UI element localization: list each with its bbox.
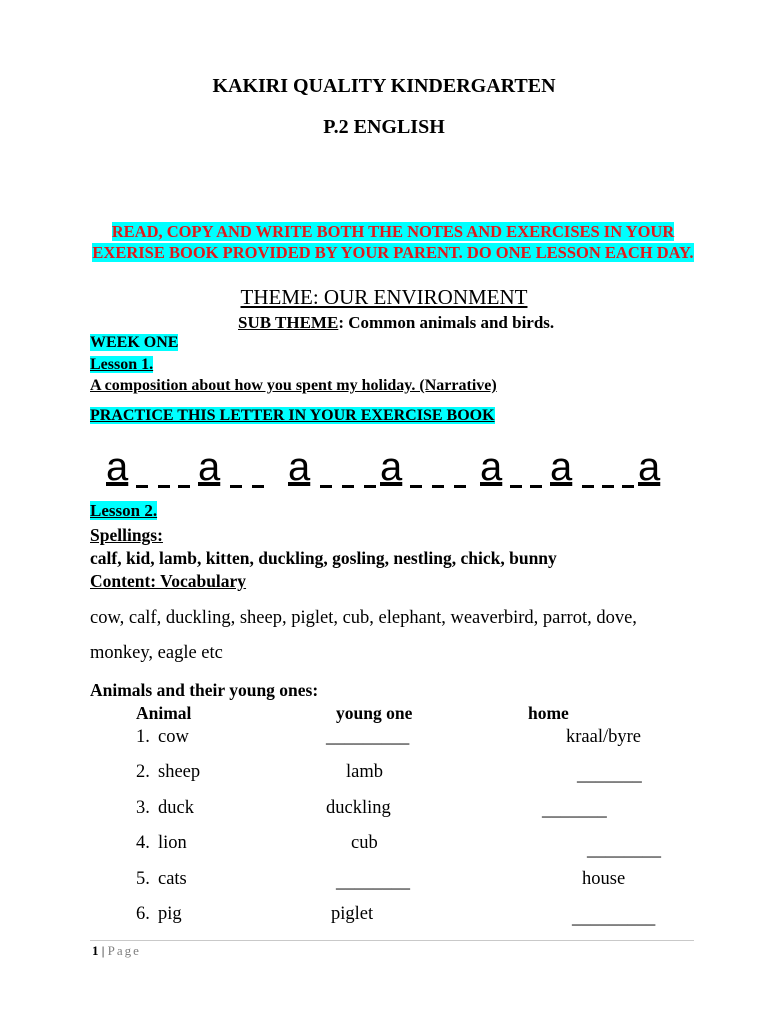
row-home: kraal/byre (566, 727, 641, 747)
page-number: 1 (92, 943, 99, 958)
theme-heading (0, 285, 768, 310)
practice-letter: a (106, 445, 129, 489)
practice-dash (510, 485, 522, 488)
practice-dash (602, 485, 614, 488)
practice-dash (582, 485, 594, 488)
practice-dash (410, 485, 422, 488)
practice-dash (364, 485, 376, 488)
subject-title: P.2 ENGLISH (323, 116, 445, 138)
week-heading (90, 334, 178, 352)
content-label: Content: Vocabulary (90, 571, 247, 591)
row-home: _________ (572, 908, 656, 928)
practice-letter: a (550, 445, 573, 489)
row-home: _______ (577, 765, 642, 785)
row-animal: duck (158, 798, 194, 818)
vocabulary-line-1: cow, calf, duckling, sheep, piglet, cub, elephant, weaverbird, parrot, dove, (90, 608, 637, 628)
row-animal: sheep (158, 762, 201, 782)
practice-dash (178, 485, 190, 488)
week-label: WEEK ONE (90, 334, 179, 351)
row-number: 4. (136, 833, 150, 853)
column-header-animal: Animal (136, 703, 192, 723)
row-number: 2. (136, 762, 150, 782)
practice-dash (530, 485, 542, 488)
practice-letter: a (480, 445, 503, 489)
row-number: 6. (136, 904, 150, 924)
practice-dash (432, 485, 444, 488)
footer-separator: | (98, 943, 108, 958)
row-home: ________ (587, 840, 661, 860)
vocabulary-line-2: monkey, eagle etc (90, 643, 223, 663)
practice-dash (454, 485, 466, 488)
column-header-home: home (528, 703, 569, 723)
page-word: Page (107, 943, 141, 958)
instruction-text (88, 221, 698, 263)
school-title: KAKIRI QUALITY KINDERGARTEN (212, 75, 556, 97)
sub-theme-value: : Common animals and birds. (338, 313, 555, 332)
row-number: 1. (136, 727, 150, 747)
practice-heading (90, 407, 495, 425)
lesson1-topic: A composition about how you spent my holiday. (Narrative) (90, 377, 497, 394)
page-footer (92, 943, 141, 959)
row-young-one: ________ (336, 872, 410, 892)
row-young-one: duckling (326, 798, 391, 818)
practice-dash (342, 485, 354, 488)
theme-label: THEME: OUR ENVIRONMENT (240, 285, 528, 309)
practice-letter: a (638, 445, 661, 489)
table-heading: Animals and their young ones: (90, 680, 319, 700)
row-young-one: cub (351, 833, 378, 853)
lesson1-title: Lesson 1. (90, 356, 154, 373)
row-young-one: _________ (326, 727, 410, 747)
sub-theme-label: SUB THEME (238, 313, 339, 332)
row-young-one: lamb (346, 762, 383, 782)
letter-practice-row (106, 446, 666, 492)
spellings-label: Spellings: (90, 525, 163, 545)
practice-instruction: PRACTICE THIS LETTER IN YOUR EXERCISE BOOK (90, 407, 495, 424)
row-number: 5. (136, 869, 150, 889)
lesson2-heading (90, 501, 157, 521)
practice-letter: a (198, 445, 221, 489)
row-home: _______ (542, 800, 607, 820)
practice-dash (230, 485, 242, 488)
row-animal: pig (158, 904, 182, 924)
row-animal: cats (158, 869, 187, 889)
sub-theme (238, 313, 554, 333)
column-header-young-one: young one (336, 703, 413, 723)
practice-letter: a (288, 445, 311, 489)
row-animal: cow (158, 727, 189, 747)
spellings-list: calf, kid, lamb, kitten, duckling, gosling, nestling, chick, bunny (90, 548, 557, 568)
practice-dash (136, 485, 148, 488)
practice-dash (252, 485, 264, 488)
row-number: 3. (136, 798, 150, 818)
row-animal: lion (158, 833, 187, 853)
row-young-one: piglet (331, 904, 374, 924)
practice-dash (158, 485, 170, 488)
row-home: house (582, 869, 626, 889)
practice-letter: a (380, 445, 403, 489)
lesson1-heading (90, 356, 153, 374)
lesson2-title: Lesson 2. (90, 501, 158, 520)
instruction-highlight: READ, COPY AND WRITE BOTH THE NOTES AND EXERCISES IN YOUR EXERISE BOOK PROVIDED BY YOUR PARENT. DO ONE LESSON EACH DAY. (92, 222, 694, 262)
practice-dash (622, 485, 634, 488)
footer-divider (90, 940, 694, 941)
practice-dash (320, 485, 332, 488)
